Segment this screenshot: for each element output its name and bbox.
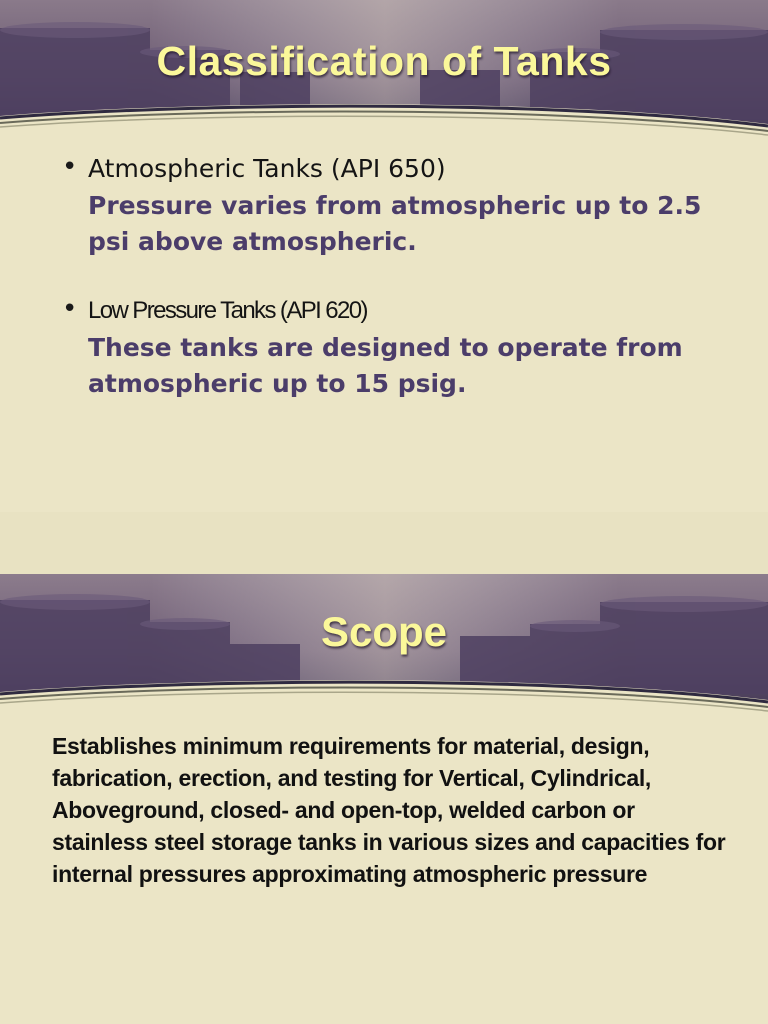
bullet-heading: Atmospheric Tanks (API 650) — [88, 154, 446, 183]
bullet-glyph: • — [62, 152, 78, 182]
slide-title: Classification of Tanks — [156, 38, 612, 84]
bullet-heading: Low Pressure Tanks (API 620) — [88, 297, 367, 324]
slide-gap — [0, 512, 768, 574]
bullet-item — [62, 152, 742, 260]
bullet-item — [62, 294, 742, 402]
bullet-body: Pressure varies from atmospheric up to 2.5 psi above atmospheric. — [88, 191, 702, 256]
bullet-list — [62, 152, 742, 436]
slide-title: Scope — [320, 608, 448, 655]
slide-scope — [0, 574, 768, 1024]
bullet-body: These tanks are designed to operate from atmospheric up to 15 psig. — [88, 333, 683, 398]
bullet-glyph: • — [62, 294, 78, 324]
scope-paragraph: Establishes minimum requirements for material, design, fabrication, erection, and testing for Vertical, Cylindrical, Aboveground, closed- and open-top, welded carbon or stainless steel storage tanks in various sizes and capacities for internal pressures approximating atmospheric pressure — [52, 733, 726, 887]
